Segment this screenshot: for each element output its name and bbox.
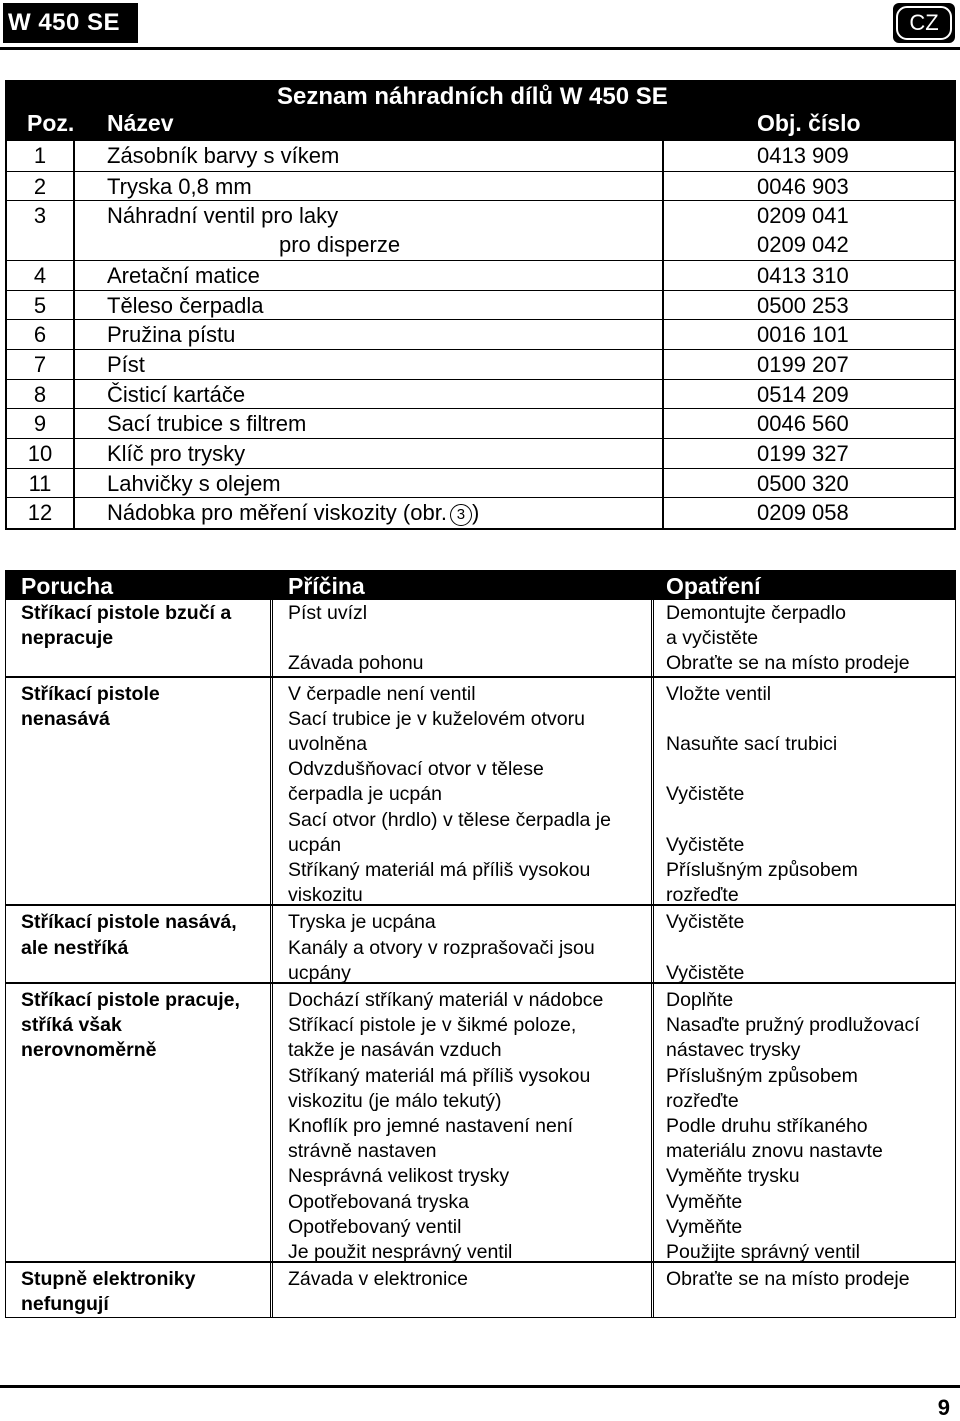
cause-text-line: Stříkaný materiál má příliš vysokou <box>288 858 591 881</box>
header-rule <box>0 47 960 50</box>
remedy-text-line: Příslušným způsobem <box>666 858 858 881</box>
troubleshooting-row <box>6 982 955 1261</box>
cause-text-line: čerpadla je ucpán <box>288 783 442 806</box>
fault-text-line: Stříkací pistole bzučí a <box>21 602 232 624</box>
cause-text-line: Je použit nesprávný ventil <box>288 1240 513 1263</box>
part-order-number: 0413 310 <box>757 262 849 288</box>
part-position: 6 <box>33 322 47 348</box>
fault-text-line: Stříkací pistole <box>21 682 160 705</box>
part-name: pro disperze <box>279 232 401 258</box>
column-header-name: Název <box>107 110 174 136</box>
part-position: 5 <box>33 292 47 318</box>
parts-row <box>7 497 954 528</box>
part-order-number: 0209 042 <box>757 232 849 258</box>
fault-text-line: Stříkací pistole nasává, <box>21 911 237 934</box>
remedy-text-line: Obraťte se na místo prodeje <box>666 1268 910 1291</box>
part-name: Tryska 0,8 mm <box>107 173 252 199</box>
remedy-cell <box>666 601 956 677</box>
cause-text-line: uvolněna <box>288 732 368 755</box>
remedy-text-line: Vyměňte <box>666 1190 743 1213</box>
fault-text-line: Stupně elektroniky <box>21 1268 196 1291</box>
part-order-number: 0046 560 <box>757 411 849 437</box>
part-name: Sací trubice s filtrem <box>107 411 307 437</box>
fault-text-line: nenasává <box>21 707 110 730</box>
remedy-cell <box>666 988 956 1265</box>
remedy-text-line <box>666 757 956 782</box>
column-header-position: Poz. <box>27 110 75 136</box>
fault-text-line: nepracuje <box>21 627 114 650</box>
part-name: Lahvičky s olejem <box>107 470 281 496</box>
troubleshooting-table <box>5 570 956 1318</box>
column-header-remedy: Opatření <box>666 573 761 599</box>
column-header-fault: Porucha <box>21 573 114 599</box>
part-position: 4 <box>33 262 47 288</box>
parts-row <box>7 349 954 380</box>
troubleshooting-row <box>6 676 955 905</box>
part-name: Aretační matice <box>107 262 260 288</box>
cause-text-line: Opotřebovaný ventil <box>288 1215 462 1238</box>
parts-row <box>7 171 954 202</box>
fault-text-line: ale nestříká <box>21 936 129 959</box>
remedy-text-line: materiálu znovu nastavte <box>666 1140 883 1163</box>
part-name <box>107 498 479 528</box>
part-order-number: 0500 320 <box>757 470 849 496</box>
language-code: CZ <box>896 6 952 40</box>
cause-text-line: strávně nastaven <box>288 1140 437 1163</box>
part-order-number: 0209 058 <box>757 500 849 526</box>
parts-row <box>7 260 954 291</box>
parts-table-title: Seznam náhradních dílů W 450 SE <box>277 83 668 110</box>
cause-text-line: Nesprávná velikost trysky <box>288 1165 510 1188</box>
part-order-number: 0199 327 <box>757 441 849 466</box>
parts-row <box>7 230 954 260</box>
part-order-number: 0413 909 <box>757 143 849 168</box>
part-position: 10 <box>27 441 53 466</box>
part-position: 2 <box>33 173 47 199</box>
remedy-text-line: Příslušným způsobem <box>666 1064 858 1087</box>
figure-ref-number: 3 <box>450 504 472 526</box>
page-number: 9 <box>937 1395 950 1420</box>
remedy-cell <box>666 682 956 909</box>
remedy-text-line: Podle druhu stříkaného <box>666 1114 868 1137</box>
fault-text-line: nefungují <box>21 1293 109 1316</box>
cause-text-line: Stříkaný materiál má příliš vysokou <box>288 1064 591 1087</box>
cause-text-line: Sací trubice je v kuželovém otvoru <box>288 707 585 730</box>
fault-cell <box>21 988 273 1064</box>
part-order-number: 0209 041 <box>757 203 849 229</box>
language-badge <box>893 3 955 43</box>
cause-text-line: Závada pohonu <box>288 652 424 675</box>
part-position: 12 <box>27 500 53 526</box>
remedy-text-line: Použijte správný ventil <box>666 1240 861 1263</box>
part-position: 7 <box>33 351 47 377</box>
part-position: 1 <box>33 143 47 168</box>
remedy-text-line: Demontujte čerpadlo <box>666 602 846 624</box>
cause-text-line: Knoflík pro jemné nastavení není <box>288 1114 574 1137</box>
footer-rule <box>0 1385 960 1388</box>
cause-text-line: Odvzdušňovací otvor v tělese <box>288 758 544 781</box>
part-position: 9 <box>33 411 47 437</box>
cause-text-line: ucpán <box>288 833 342 856</box>
part-order-number: 0514 209 <box>757 381 849 407</box>
part-name: Náhradní ventil pro laky <box>107 203 339 229</box>
remedy-text-line: Vyčistěte <box>666 833 745 856</box>
cause-text-line: Píst uvízl <box>288 602 368 624</box>
cause-cell <box>288 1267 653 1292</box>
remedy-cell <box>666 1267 956 1292</box>
remedy-text-line: Nasuňte sací trubici <box>666 732 838 755</box>
fault-text-line: stříká však <box>21 1014 122 1037</box>
part-order-number: 0500 253 <box>757 292 849 318</box>
cause-text-line: Opotřebovaná tryska <box>288 1190 470 1213</box>
part-name: Klíč pro trysky <box>107 441 246 466</box>
parts-row <box>7 141 954 171</box>
parts-row <box>7 438 954 469</box>
cause-text-line: V čerpadle není ventil <box>288 682 476 705</box>
cause-cell <box>288 910 653 986</box>
cause-text-line: viskozitu (je málo tekutý) <box>288 1089 502 1112</box>
troubleshooting-row <box>6 600 955 676</box>
remedy-text-line <box>666 707 956 732</box>
cause-text-line: ucpány <box>288 961 351 984</box>
cause-text-line: takže je nasáván vzduch <box>288 1039 502 1062</box>
cause-cell <box>288 601 653 677</box>
part-name: Čisticí kartáče <box>107 381 246 407</box>
part-order-number: 0016 101 <box>757 322 849 348</box>
cause-cell <box>288 682 653 909</box>
part-name: Zásobník barvy s víkem <box>107 143 340 168</box>
part-name-text: Nádobka pro měření viskozity (obr. <box>107 500 447 526</box>
cause-text-line: Závada v elektronice <box>288 1268 468 1291</box>
fault-text-line: Stříkací pistole pracuje, <box>21 989 240 1011</box>
part-name: Těleso čerpadla <box>107 292 264 318</box>
fault-cell <box>21 910 273 960</box>
remedy-text-line <box>666 808 956 833</box>
parts-row <box>7 319 954 350</box>
remedy-text-line: Vyčistěte <box>666 783 745 806</box>
cause-text-line: Sací otvor (hrdlo) v tělese čerpadla je <box>288 808 611 831</box>
fault-text-line: nerovnoměrně <box>21 1039 157 1062</box>
fault-cell <box>21 601 273 651</box>
remedy-text-line: Vyměňte <box>666 1215 743 1238</box>
troubleshooting-header <box>6 571 955 600</box>
parts-table-header <box>7 82 954 141</box>
cause-text-line: viskozitu <box>288 884 363 907</box>
remedy-text-line: Doplňte <box>666 989 734 1011</box>
part-position: 3 <box>33 203 47 229</box>
cause-text-line <box>288 626 653 651</box>
parts-row <box>7 290 954 321</box>
parts-row <box>7 468 954 499</box>
parts-table <box>5 80 956 530</box>
column-header-cause: Příčina <box>288 573 365 599</box>
remedy-text-line: a vyčistěte <box>666 627 759 650</box>
cause-text-line: Dochází stříkaný materiál v nádobce <box>288 989 604 1011</box>
troubleshooting-row <box>6 1261 955 1316</box>
model-title: W 450 SE <box>3 3 138 43</box>
remedy-cell <box>666 910 956 986</box>
column-header-order-number: Obj. číslo <box>757 110 861 136</box>
fault-cell <box>21 1267 273 1317</box>
part-name: Píst <box>107 351 145 377</box>
remedy-text-line: Vložte ventil <box>666 682 772 705</box>
part-position: 11 <box>28 470 52 496</box>
fault-cell <box>21 682 273 732</box>
cause-text-line: Kanály a otvory v rozprašovači jsou <box>288 936 595 959</box>
troubleshooting-row <box>6 904 955 982</box>
remedy-text-line: rozřeďte <box>666 884 739 907</box>
remedy-text-line: nástavec trysky <box>666 1039 801 1062</box>
part-order-number: 0199 207 <box>757 351 849 377</box>
part-name: Pružina pístu <box>107 322 236 348</box>
part-position: 8 <box>33 381 47 407</box>
part-order-number: 0046 903 <box>757 173 849 199</box>
remedy-text-line: Nasaďte pružný prodlužovací <box>666 1014 920 1037</box>
remedy-text-line: Vyčistěte <box>666 911 745 934</box>
cause-cell <box>288 988 653 1265</box>
part-name-close: ) <box>471 500 480 526</box>
parts-row <box>7 379 954 410</box>
remedy-text-line: Vyčistěte <box>666 961 745 984</box>
parts-row <box>7 200 954 231</box>
parts-row <box>7 408 954 439</box>
remedy-text-line <box>666 936 956 961</box>
remedy-text-line: Obraťte se na místo prodeje <box>666 652 910 675</box>
remedy-text-line: rozřeďte <box>666 1089 739 1112</box>
remedy-text-line: Vyměňte trysku <box>666 1165 800 1188</box>
cause-text-line: Stříkací pistole je v šikmé poloze, <box>288 1014 577 1037</box>
cause-text-line: Tryska je ucpána <box>288 911 436 934</box>
